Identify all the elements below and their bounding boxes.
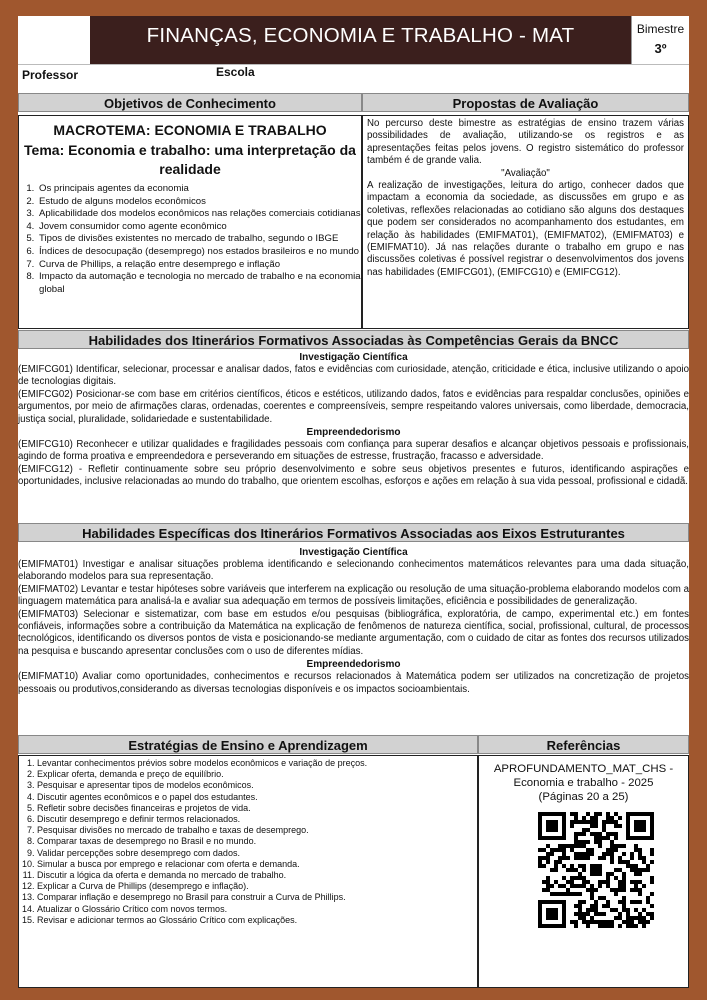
list-item: 12. Explicar a Curva de Phillips (desemprego e inflação). — [37, 881, 477, 892]
emifmat10: (EMIFMAT10) Avaliar como oportunidades, conhecimentos e recursos relacionados à Matemática podem ser utilizados na concretização de projetos pessoais ou produtivos,considerando as diversas tecnologias disponíveis e os impactos socioambientais. — [18, 671, 689, 695]
list-item: 5. Refletir sobre decisões financeiras e projetos de vida. — [37, 803, 477, 814]
subheading-investigacao: Investigação Científica — [299, 352, 408, 363]
list-item: 7. Pesquisar divisões no mercado de trabalho e taxas de desemprego. — [37, 825, 477, 836]
subheading-empreendedorismo: Empreendedorismo — [306, 427, 401, 439]
list-item: 4. Discutir agentes econômicos e o papel dos estudantes. — [37, 792, 477, 803]
objetivos-box — [18, 115, 362, 329]
macrotema: MACROTEMA: ECONOMIA E TRABALHO — [53, 122, 327, 138]
referencia-text — [479, 762, 688, 805]
referencia-line-1: APROFUNDAMENTO_MAT_CHS - — [493, 763, 674, 775]
habilidades-gerais-heading: Habilidades dos Itinerários Formativos Associadas às Competências Gerais da BNCC — [18, 330, 689, 349]
avaliacao-subtitle: "Avaliação" — [501, 167, 550, 179]
list-item: 15. Revisar e adicionar termos ao Glossário Crítico com explicações. — [37, 915, 477, 926]
subheading-empreendedorismo: Empreendedorismo — [306, 659, 401, 671]
subheading-investigacao: Investigação Científica — [299, 547, 408, 558]
estrategias-heading: Estratégias de Ensino e Aprendizagem — [18, 735, 478, 754]
emifcg02: (EMIFCG02) Posicionar-se com base em critérios científicos, éticos e estéticos, utilizando dados, fatos e evidências para respaldar conclusões, opiniões e argumentos, por meio de afirmações claras, ordenadas, coerentes e compreensíveis, sempre respeitando valores universais, como liberdade, democracia, justiça social, pluralidade, solidariedade e sustentabilidade. — [18, 388, 689, 425]
list-item: 3. Aplicabilidade dos modelos econômicos nas relações comerciais cotidianas — [37, 208, 361, 221]
emifmat01: (EMIFMAT01) Investigar e analisar situações problema identificando e selecionando conhecimentos matemáticos relevantes para uma dada situação, elaborando modelos para sua representação. — [18, 559, 689, 583]
avaliacao-p2: A realização de investigações, leitura do artigo, conhecer dados que impactam a economia da sociedade, as discussões em grupo e as coletivas, reflexões relacionadas ao cotidiano são alguns dos destaques que podem ser considerados no acompanhamento dos estudantes, em relação às habilidades (EMIFMAT01), (EMIFMAT02), (EMIFMAT03) e (EMIFMAT10). Já nas relações durante o trabalho em grupo e nas discussões coletivas é possível registrar o desenvolvimentos dos jovens nas habilidades (EMIFCG01), (EMIFCG10) e (EMIFCG12). — [367, 180, 684, 278]
list-item: 5. Tipos de divisões existentes no mercado de trabalho, segundo o IBGE — [37, 233, 361, 246]
emifcg12: (EMIFCG12) - Refletir continuamente sobre seu próprio desenvolvimento e sobre seus objetivos presentes e futuros, identificando aspirações e oportunidades, inclusive relacionadas ao mundo do trabalho, que orientem escolhas, esforços e ações em relação à sua vida pessoal, profissional e cidadã. — [18, 463, 689, 488]
bimestre-box — [631, 16, 689, 64]
professor-row — [18, 64, 689, 84]
referencia-line-2: Economia e trabalho - 2025 — [513, 777, 654, 790]
objetivos-heading: Objetivos de Conhecimento — [18, 93, 362, 112]
estrategias-box — [18, 755, 478, 988]
list-item: 3. Pesquisar e apresentar tipos de modelos econômicos. — [37, 780, 477, 791]
bimestre-value: 3º — [654, 41, 667, 56]
page-title: FINANÇAS, ECONOMIA E TRABALHO - MAT — [90, 16, 631, 64]
list-item: 11. Discutir a lógica da oferta e demanda no mercado de trabalho. — [37, 870, 477, 881]
list-item: 1. Levantar conhecimentos prévios sobre modelos econômicos e variação de preços. — [37, 758, 477, 769]
list-item: 2. Explicar oferta, demanda e preço de equilíbrio. — [37, 769, 477, 780]
list-item: 2. Estudo de alguns modelos econômicos — [37, 196, 361, 209]
objetivos-list — [37, 183, 361, 296]
list-item: 14. Atualizar o Glossário Crítico com novos termos. — [37, 904, 477, 915]
list-item: 1. Os principais agentes da economia — [37, 183, 361, 196]
list-item: 10. Simular a busca por emprego e relacionar com oferta e demanda. — [37, 859, 477, 870]
qr-code[interactable] — [538, 812, 654, 928]
professor-label: Professor — [22, 68, 79, 82]
emifcg10: (EMIFCG10) Reconhecer e utilizar qualidades e fragilidades pessoais com confiança para superar desafios e alcançar objetivos pessoais e profissionais, agindo de forma proativa e empreendedora e perseverando em situações de estresse, frustração, fracasso e adversidade. — [18, 439, 689, 463]
list-item: 8. Impacto da automação e tecnologia no mercado de trabalho e na economia global — [37, 271, 361, 296]
avaliacao-p1: No percurso deste bimestre as estratégias de ensino trazem várias possibilidades de avaliação, utilizando-se os registros e as apresentações feitas pelos jovens. O registro sistemático do professor também é de grande valia. — [367, 118, 684, 167]
emifmat02: (EMIFMAT02) Levantar e testar hipóteses sobre variáveis que interferem na explicação ou resolução de uma situação-problema elaborando modelos com a linguagem matemática para analisá-la e avaliar sua adequação em termos de possíveis limitações, eficiência e possibilidades de generalização. — [18, 583, 689, 608]
list-item: 6. Discutir desemprego e definir termos relacionados. — [37, 814, 477, 825]
referencia-line-3: (Páginas 20 a 25) — [538, 791, 629, 804]
avaliacao-heading: Propostas de Avaliação — [362, 93, 689, 112]
emifcg01: (EMIFCG01) Identificar, selecionar, processar e analisar dados, fatos e evidências com curiosidade, atenção, criticidade e ética, inclusive utilizando o apoio de tecnologias digitais. — [18, 364, 689, 388]
habilidades-gerais-body — [18, 351, 689, 489]
list-item: 4. Jovem consumidor como agente econômico — [37, 221, 361, 234]
tema: Tema: Economia e trabalho: uma interpretação da realidade — [24, 142, 356, 177]
list-item: 8. Comparar taxas de desemprego no Brasil e no mundo. — [37, 836, 477, 847]
referencias-heading: Referências — [478, 735, 689, 754]
escola-label: Escola — [216, 65, 255, 79]
habilidades-especificas-body — [18, 546, 689, 696]
avaliacao-box — [362, 115, 689, 329]
estrategias-list — [37, 758, 477, 926]
list-item: 6. Índices de desocupação (desemprego) nos estados brasileiros e no mundo — [37, 246, 361, 259]
bimestre-label: Bimestre — [636, 22, 685, 36]
list-item: 7. Curva de Phillips, a relação entre desemprego e inflação — [37, 259, 361, 272]
emifmat03: (EMIFMAT03) Selecionar e sistematizar, com base em estudos e/ou pesquisas (bibliográfica, exploratória, de campo, experimental etc.) em fontes confiáveis, informações sobre a contribuição da Matemática na explicação de fenômenos de natureza científica, social, profissional, cultural, de processos tecnológicos, identificando os diversos pontos de vista e posicionando-se mediante argumentação, com o cuidado de citar as fontes dos recursos utilizados na pesquisa e buscando apresentar conclusões com o uso de diferentes mídias. — [18, 608, 689, 657]
habilidades-especificas-heading: Habilidades Específicas dos Itinerários Formativos Associadas aos Eixos Estruturantes — [18, 523, 689, 542]
list-item: 9. Validar percepções sobre desemprego com dados. — [37, 848, 477, 859]
list-item: 13. Comparar inflação e desemprego no Brasil para construir a Curva de Phillips. — [37, 892, 477, 903]
page — [18, 16, 689, 988]
